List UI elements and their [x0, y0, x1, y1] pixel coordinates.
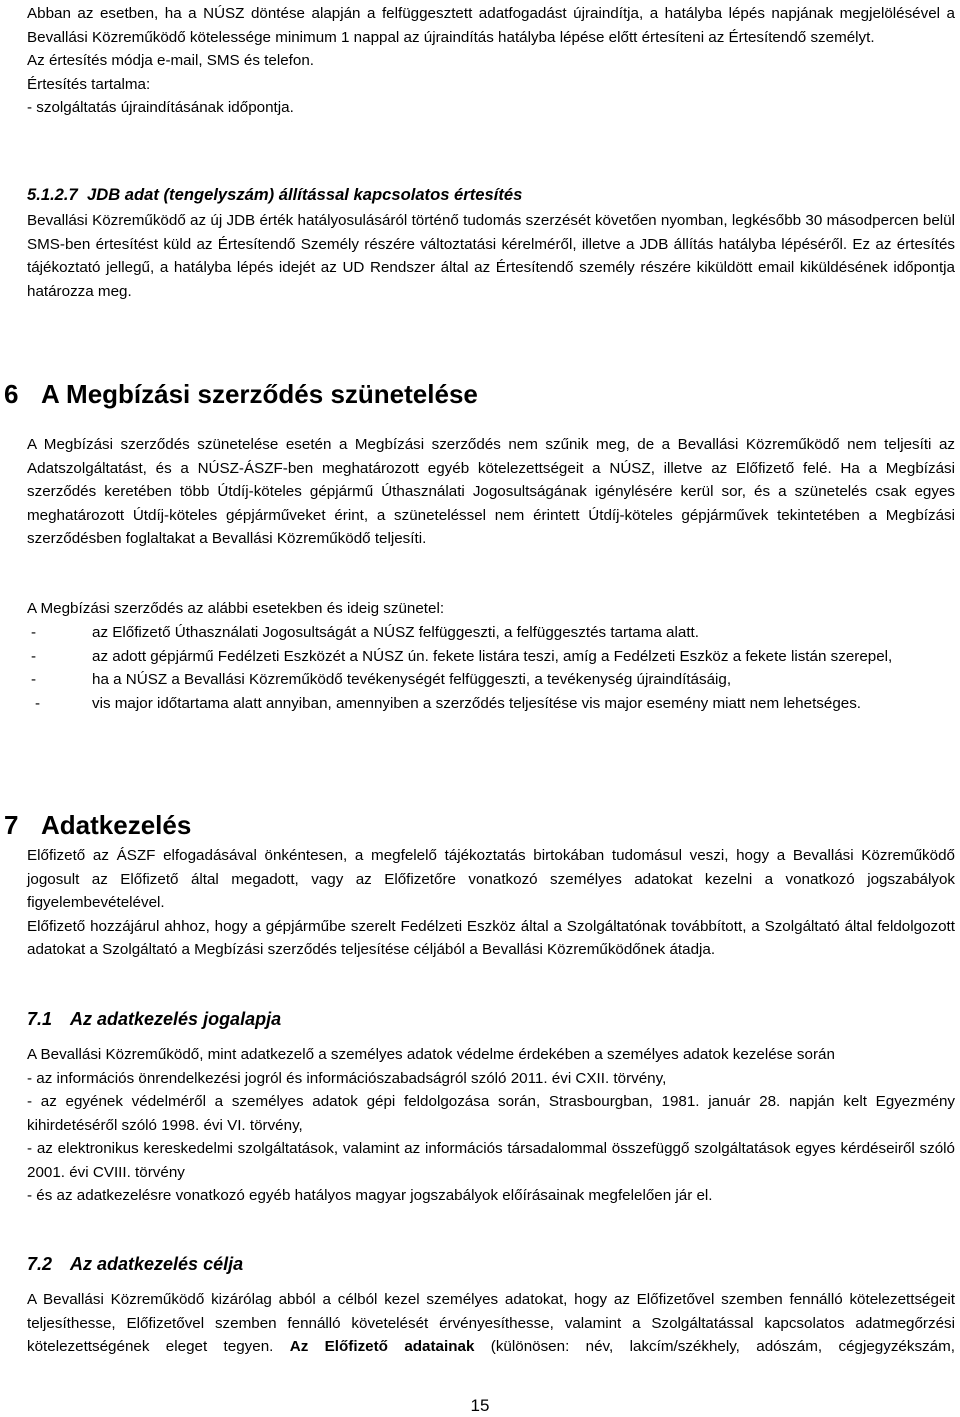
section-72-heading [27, 1251, 243, 1277]
section-title: Adatkezelés [41, 810, 192, 840]
section-5127-heading [27, 183, 522, 207]
section-72-text-continued: (különösen: név, lakcím/székhely, adószám, cégjegyzékszám, [490, 1338, 955, 1355]
notification-mode: Az értesítés módja e-mail, SMS és telefon. [27, 52, 314, 69]
legal-basis-item: - és az adatkezelésre vonatkozó egyéb hatályos magyar jogszabályok előírásainak megfelelően jár el. [27, 1187, 713, 1204]
section-72-bold-text: Az Előfizető adatainak [289, 1338, 475, 1355]
top-section [27, 2, 955, 120]
section-number: 7.2 [27, 1254, 53, 1274]
notification-content-label: Értesítés tartalma: [27, 75, 151, 93]
list-item: - ha a NÚSZ a Bevallási Közreműködő tevékenységét felfüggeszti, a tevékenység újraindításáig, [31, 671, 732, 688]
section-7-body [27, 844, 955, 962]
section-number: 6 [4, 379, 19, 409]
list-item: - az Előfizető Úthasználati Jogosultságát a NÚSZ felfüggeszti, a felfüggesztés tartama alatt. [31, 624, 699, 641]
notification-content-item: - szolgáltatás újraindításának időpontja. [27, 99, 294, 116]
section-72-text: A Bevallási Közreműködő kizárólag abból a célból kezel személyes adatokat, hogy az Előfizetővel szemben fennálló kötelezettségeit teljesíthesse, Előfizetővel szemben fennálló követelését érvényesíthesse, valamint a Szolgáltatással kapcsolatos adatmegőrzési kötelezettségének eleget tegyen. [27, 1291, 955, 1355]
section-number: 7 [4, 810, 19, 840]
legal-basis-item: - az információs önrendelkezési jogról és információszabadságról szóló 2011. évi CXII. törvény, [27, 1069, 667, 1087]
section-title: Az adatkezelés célja [70, 1254, 244, 1274]
legal-basis-item: - az egyének védelméről a személyes adatok gépi feldolgozása során, Strasbourgban, 1981. január 28. napján kelt Egyezmény kihirdetéséről szóló 1998. évi VI. törvény, [27, 1093, 955, 1134]
suspension-list [27, 621, 955, 715]
section-number: 7.1 [27, 1009, 53, 1029]
section-71-intro: A Bevallási Közreműködő, mint adatkezelő a személyes adatok védelme érdekében a személyes adatok kezelése során [27, 1046, 835, 1063]
legal-basis-item: - az elektronikus kereskedelmi szolgáltatások, valamint az információs társadalommal összefüggő szolgáltatások egyes kérdéseiről szóló 2001. évi CVIII. törvény [27, 1140, 955, 1181]
section-6-heading [4, 378, 478, 410]
list-item: - az adott gépjármű Fedélzeti Eszközét a NÚSZ ún. fekete listára teszi, amíg a Fedélzeti Eszköz a fekete listán szerepel, [31, 647, 893, 665]
section-number: 5.1.2.7 [27, 185, 78, 204]
section-6-list-intro: A Megbízási szerződés az alábbi esetekben és ideig szünetel: [27, 600, 445, 617]
section-title: JDB adat (tengelyszám) állítással kapcsolatos értesítés [87, 185, 523, 204]
list-item: - vis major időtartama alatt annyiban, amennyiben a szerződés teljesítése vis major esemény miatt nem lehetséges. [35, 694, 862, 712]
section-7-heading [4, 809, 191, 841]
section-72-body [27, 1288, 955, 1359]
section-7-paragraph-1: Előfizető az ÁSZF elfogadásával önkéntesen, a megfelelő tájékoztatás birtokában tudomásul veszi, hogy a Bevallási Közreműködő jogosult az Előfizető által megadott, vagy az Előfizetőre vonatkozó személyes adatokat kezelni a vonatkozó jogszabályok figyelembevételével. [27, 847, 955, 911]
section-71-heading [27, 1006, 281, 1032]
page-number: 15 [470, 1396, 490, 1415]
section-7-paragraph-2: Előfizető hozzájárul ahhoz, hogy a gépjárműbe szerelt Fedélzeti Eszköz által a Szolgáltatónak továbbított, a Szolgáltató által feldolgozott adatokat a Szolgáltató a Megbízási szerződés teljesítése céljából a Bevallási Közreműködőnek átadja. [27, 917, 955, 958]
section-71-body [27, 1043, 955, 1208]
section-6-body: A Megbízási szerződés szünetelése esetén a Megbízási szerződés nem szűnik meg, de a Bevallási Közreműködő nem teljesíti az Adatszolgáltatást, és a NÚSZ-ÁSZF-ben meghatározott egyéb kötelezettségeit a NÚSZ, illetve az Előfizető felé. Ha a Megbízási szerződés keretében több Útdíj-köteles gépjármű Úthasználati Jogosultságának igénylésére kerül sor, és a szünetelés csak egyes meghatározott Útdíj-köteles gépjárműveket érint, a szüneteléssel nem érintett Útdíj-köteles gépjárművek tekintetében a Megbízási szerződésben foglaltakat a Bevallási Közreműködő teljesíti. [27, 436, 955, 547]
section-5127-body: Bevallási Közreműködő az új JDB érték hatályosulásáról történő tudomás szerzését követően nyomban, legkésőbb 30 másodpercen belül SMS-ben értesítést küld az Értesítendő Személy részére változtatási kérelméről, illetve a JDB állítás hatályba lépéséről. Ez az értesítés tájékoztató jellegű, a hatályba lépés idejét az UD Rendszer által az Értesítendő személy részére kiküldött email kiküldésének időpontja határozza meg. [27, 212, 955, 300]
section-title: Az adatkezelés jogalapja [70, 1009, 282, 1029]
intro-paragraph: Abban az esetben, ha a NÚSZ döntése alapján a felfüggesztett adatfogadást újraindítja, a hatályba lépés napjának megjelölésével a Bevallási Közreműködő kötelessége minimum 1 nappal az újraindítás hatályba lépése előtt értesíteni az Értesítendő személyt. [27, 5, 955, 46]
section-title: A Megbízási szerződés szünetelése [41, 379, 478, 409]
